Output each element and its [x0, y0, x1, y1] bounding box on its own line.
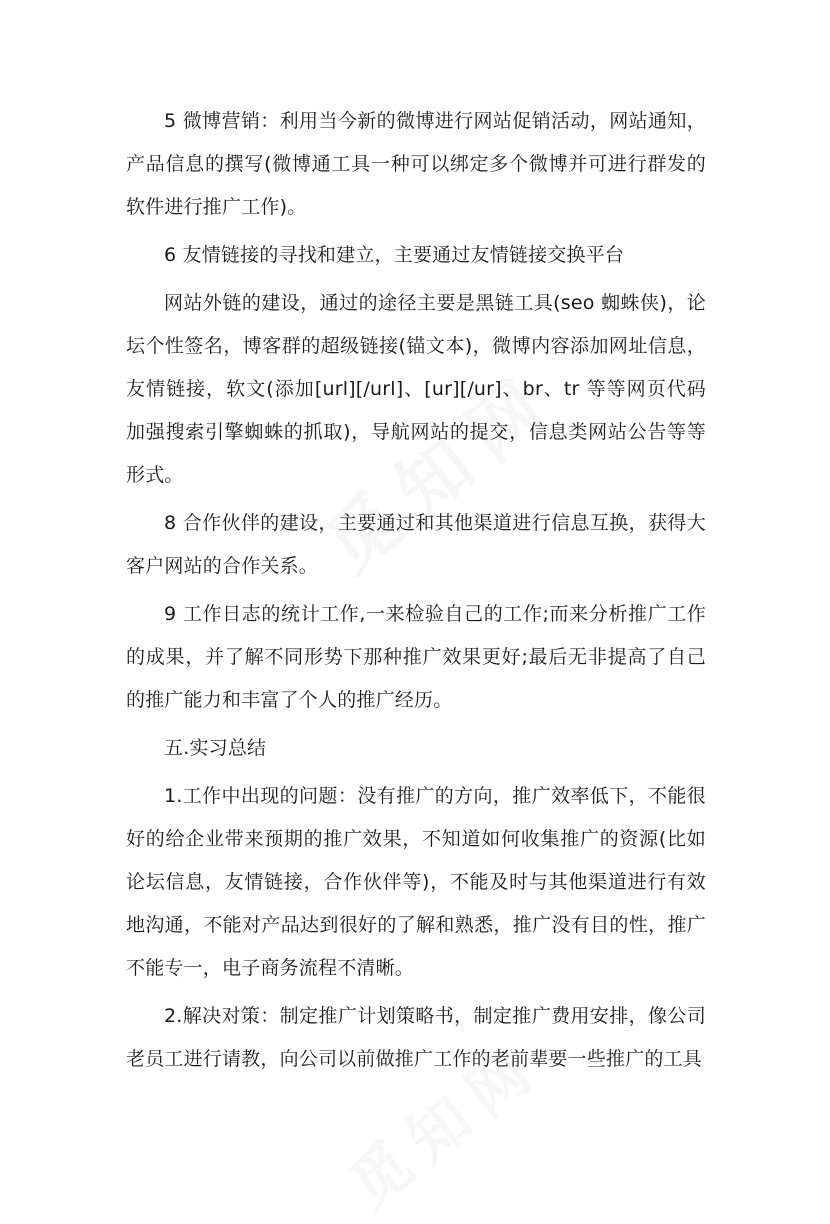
section-heading-internship-summary: 五.实习总结 — [164, 737, 267, 759]
paragraph-external-links: 网站外链的建设，通过的途径主要是黑链工具(seo 蜘蛛侠)，论坛个性签名，博客群的超级链接(锚文本)，微博内容添加网址信息，友情链接，软文(添加[url][/url]、[ur][/ur]、br、tr 等等网页代码加强搜索引擎蜘蛛的抓取)，导航网站的提交，信息类网站公告等等形式。 — [126, 292, 706, 486]
paragraph-problems: 1.工作中出现的问题：没有推广的方向，推广效率低下，不能很好的给企业带来预期的推广效果，不知道如何收集推广的资源(比如论坛信息，友情链接，合作伙伴等)，不能及时与其他渠道进行有效地沟通，不能对产品达到很好的了解和熟悉，推广没有目的性，推广不能专一，电子商务流程不清晰。 — [126, 785, 706, 979]
paragraph-work-log: 9 工作日志的统计工作,一来检验自己的工作;而来分析推广工作的成果，并了解不同形势下那种推广效果更好;最后无非提高了自己的推广能力和丰富了个人的推广经历。 — [126, 603, 706, 711]
paragraph-partners: 8 合作伙伴的建设，主要通过和其他渠道进行信息互换，获得大客户网站的合作关系。 — [126, 512, 706, 577]
document-page — [126, 100, 706, 1086]
paragraph-solutions: 2.解决对策：制定推广计划策略书，制定推广费用安排，像公司老员工进行请教，向公司以前做推广工作的老前辈要一些推广的工具 — [126, 1005, 706, 1070]
paragraph-friend-links: 6 友情链接的寻找和建立，主要通过友情链接交换平台 — [164, 244, 625, 266]
paragraph-weibo-marketing: 5 微博营销：利用当今新的微博进行网站促销活动，网站通知，产品信息的撰写(微博通工具一种可以绑定多个微博并可进行群发的软件进行推广工作)。 — [126, 110, 706, 218]
